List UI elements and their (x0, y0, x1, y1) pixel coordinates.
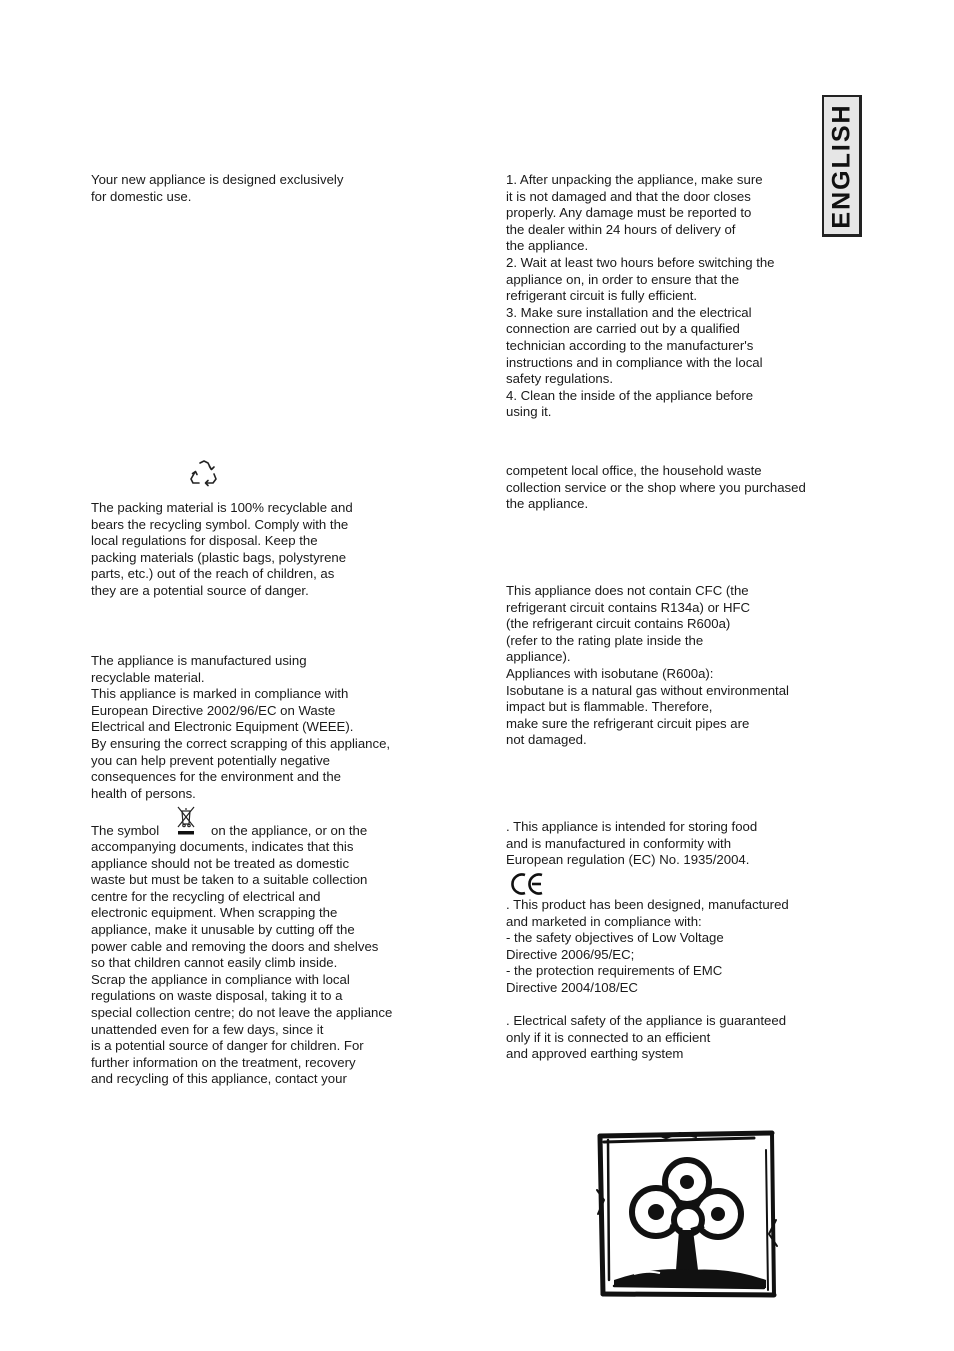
symbol-prefix (91, 823, 159, 840)
packing-line: they are a potential source of danger. (91, 582, 309, 598)
symbol-suffix-text: on the appliance, or on the (211, 823, 368, 838)
electrical-line: . Electrical safety of the appliance is guaranteed (506, 1013, 787, 1028)
installation-line: it is not damaged and that the door closes (506, 188, 751, 204)
continuation-line: competent local office, the household waste (506, 463, 762, 478)
installation-line: the dealer within 24 hours of delivery of (506, 221, 736, 237)
installation-paragraph (506, 172, 775, 421)
installation-line: 1. After unpacking the appliance, make sure (506, 172, 763, 187)
refrigerant-line: refrigerant circuit contains R134a) or HFC (506, 599, 751, 615)
conformity-line: - the protection requirements of EMC (506, 963, 723, 979)
symbol-suffix (211, 823, 367, 840)
conformity-line: Directive 2006/95/EC; (506, 946, 635, 962)
electrical-line: and approved earthing system (506, 1046, 684, 1062)
continuation-line: the appliance. (506, 496, 589, 512)
recycling-icon (189, 459, 219, 487)
weee-line: is a potential source of danger for children. For (91, 1038, 364, 1054)
language-tab (822, 95, 862, 237)
conformity-line: Directive 2004/108/EC (506, 979, 638, 995)
weee-line: and recycling of this appliance, contact your (91, 1071, 347, 1087)
packing-line: packing materials (plastic bags, polystyrene (91, 549, 347, 565)
installation-line: safety regulations. (506, 371, 614, 387)
weee-line: unattended even for a few days, since it (91, 1021, 324, 1037)
weee-line: accompanying documents, indicates that this (91, 839, 354, 854)
conformity-line: . This product has been designed, manufactured (506, 897, 789, 912)
refrigerant-line: Appliances with isobutane (R600a): (506, 665, 714, 681)
intro-line: for domestic use. (91, 188, 192, 204)
weee-line: centre for the recycling of electrical and (91, 888, 321, 904)
scrapping-line: health of persons. (91, 785, 196, 801)
refrigerant-paragraph (506, 583, 789, 749)
ce-mark-icon (510, 871, 546, 897)
weee-line: regulations on waste disposal, taking it to a (91, 988, 343, 1004)
food-paragraph (506, 819, 757, 869)
packing-line: bears the recycling symbol. Comply with the (91, 516, 349, 532)
installation-line: the appliance. (506, 238, 589, 254)
intro-paragraph (91, 172, 343, 205)
weee-line: Scrap the appliance in compliance with local (91, 971, 350, 987)
installation-line: connection are carried out by a qualified (506, 321, 740, 337)
packing-paragraph (91, 500, 353, 600)
language-tab-label: ENGLISH (827, 102, 855, 229)
continuation-paragraph (506, 463, 806, 513)
installation-line: properly. Any damage must be reported to (506, 205, 752, 221)
weee-line: appliance, make it unusable by cutting off the (91, 921, 355, 937)
refrigerant-line: Isobutane is a natural gas without environmental (506, 682, 789, 698)
electrical-line: only if it is connected to an efficient (506, 1029, 711, 1045)
symbol-prefix-text: The symbol (91, 823, 160, 838)
continuation-line: collection service or the shop where you purchased (506, 479, 806, 495)
scrapping-line: Electrical and Electronic Equipment (WEEE). (91, 719, 354, 735)
weee-bin-icon (174, 805, 198, 837)
weee-line: waste but must be taken to a suitable collection (91, 872, 368, 888)
food-line: European regulation (EC) No. 1935/2004. (506, 852, 750, 868)
refrigerant-line: This appliance does not contain CFC (the (506, 583, 749, 598)
weee-line: power cable and removing the doors and shelves (91, 938, 379, 954)
conformity-line: - the safety objectives of Low Voltage (506, 930, 724, 946)
packing-line: parts, etc.) out of the reach of children, as (91, 566, 335, 582)
scrapping-line: The appliance is manufactured using (91, 653, 307, 668)
scrapping-line: This appliance is marked in compliance with (91, 686, 349, 702)
conformity-paragraph (506, 897, 789, 997)
installation-line: instructions and in compliance with the local (506, 354, 763, 370)
packing-line: The packing material is 100% recyclable and (91, 500, 353, 515)
installation-line: 4. Clean the inside of the appliance before (506, 387, 754, 403)
scrapping-line: you can help prevent potentially negative (91, 752, 331, 768)
food-line: and is manufactured in conformity with (506, 835, 732, 851)
weee-line: appliance should not be treated as domestic (91, 855, 350, 871)
refrigerant-line: (refer to the rating plate inside the (506, 632, 704, 648)
installation-line: using it. (506, 404, 552, 420)
refrigerant-line: impact but is flammable. Therefore, (506, 699, 713, 715)
installation-line: 3. Make sure installation and the electrical (506, 304, 752, 320)
packing-line: local regulations for disposal. Keep the (91, 533, 318, 549)
installation-line: appliance on, in order to ensure that the (506, 271, 740, 287)
eco-tree-icon (594, 1130, 780, 1300)
weee-line: further information on the treatment, recovery (91, 1054, 356, 1070)
weee-line: so that children cannot easily climb inside. (91, 955, 338, 971)
scrapping-line: recyclable material. (91, 669, 205, 685)
installation-line: 2. Wait at least two hours before switching the (506, 254, 775, 270)
installation-line: refrigerant circuit is fully efficient. (506, 288, 698, 304)
refrigerant-line: (the refrigerant circuit contains R600a) (506, 616, 731, 632)
weee-line: electronic equipment. When scrapping the (91, 905, 338, 921)
conformity-line: and marketed in compliance with: (506, 913, 702, 929)
food-line: . This appliance is intended for storing food (506, 819, 758, 834)
electrical-paragraph (506, 1013, 786, 1063)
installation-line: technician according to the manufacturer's (506, 337, 754, 353)
refrigerant-line: not damaged. (506, 732, 587, 748)
intro-line: Your new appliance is designed exclusively (91, 172, 344, 187)
scrapping-paragraph (91, 653, 390, 802)
weee-line: special collection centre; do not leave the appliance (91, 1004, 393, 1020)
scrapping-line: consequences for the environment and the (91, 769, 341, 785)
refrigerant-line: appliance). (506, 649, 571, 665)
scrapping-line: European Directive 2002/96/EC on Waste (91, 702, 336, 718)
weee-paragraph (91, 839, 392, 1088)
refrigerant-line: make sure the refrigerant circuit pipes are (506, 715, 750, 731)
scrapping-line: By ensuring the correct scrapping of this appliance, (91, 735, 391, 751)
